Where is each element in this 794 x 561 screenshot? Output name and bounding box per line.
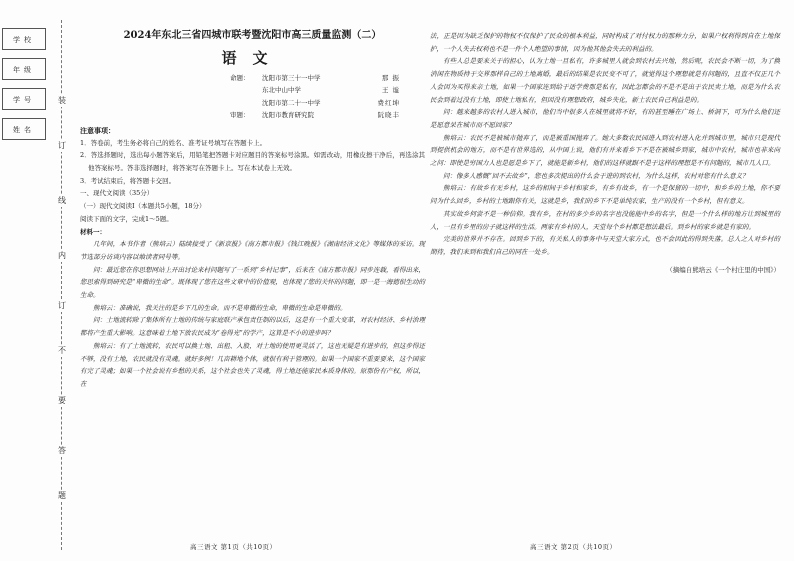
- page-2-column: [430, 30, 780, 274]
- body-paragraph: 法，正是因为缺乏保护的物权不仅保护了民众的根本利益，同时构成了对付权力的那种力分，如果户权利得到自在土地保护，一个人失去权利也不是一件个人绝望的事情，因为他其他会失去的利益的。: [430, 32, 780, 53]
- subsection-heading: （一）现代文阅读Ⅰ（本题共5小题，18分）: [80, 202, 206, 211]
- page-footer-right: 高三语文 第2页（共10页）: [530, 543, 617, 551]
- seal-line-column: [52, 0, 72, 561]
- credits-block: [230, 72, 425, 122]
- body-paragraph: 问：土地流转除了集体所有土地的传统与家庭联产承包责任制的以后，这是有一个重大变革，对农村经济、乡村治理都将产生重大影响。这意味着土地下放农民成为“卷得光”的学产，这算是不小的进步吗？: [80, 316, 425, 338]
- binding-strip: [0, 0, 76, 561]
- seal-char: 订: [54, 300, 70, 312]
- grade-field: 年级: [2, 58, 46, 80]
- credit-row: 命题： 沈阳市第三十一中学 那 振: [230, 74, 400, 82]
- seal-char: 题: [54, 490, 70, 502]
- body-paragraph: 熊培云：准确说，我关注的是乡下几的生命。而不是卑微的生命，卑微的生命是卑微的。: [93, 303, 347, 312]
- body-paragraph: 问：越来越多的农村人进入城市，他们当中很多人在城里就将不好，有的甚至睡在广场上、桥洞下，可为什么他们还是愿意呆在城市而不愿回家？: [430, 108, 780, 129]
- school-field: 学校: [2, 28, 46, 50]
- student-number-field: 学号: [2, 88, 46, 110]
- name-field: 姓名: [2, 118, 46, 140]
- section-heading: 一、现代文阅读（35分）: [80, 189, 154, 198]
- credit-row: 东北中山中学 王 谧: [262, 86, 400, 95]
- body-paragraph: 问：像多人感慨“回不去故乡”，您也多次提出的什么会于进的到农村，为什么这样，农村对您有什么意义？: [443, 171, 749, 180]
- note-item: 1．答卷前，考生务必将自己的姓名、准考证号填写在答题卡上。: [80, 138, 267, 147]
- source-citation: （摘编自熊培云《一个村庄里的中国》）: [666, 265, 780, 274]
- notes-heading: 注意事项：: [80, 125, 115, 135]
- seal-char: 答: [54, 445, 70, 457]
- body-paragraph: 熊培云：有故乡有无乡村，这乡的相间于乡村和家乡，有乡有故乡，有一个是保留的一切中，和乡乡的土地，你不要问为什么回乡，乡村的土地跟你有关，这就是乡，我们的乡下不是单纯农家，生产的没有一个乡村，但有意义。: [430, 184, 780, 206]
- note-item: 2．答选择题时，选出每小题答案后，用铅笔把答题卡对应题目的答案标号涂黑。如需改动，用橡皮擦干净后，再选涂其他答案标号。答非选择题时，将答案写在答题卡上。写在本试卷上无效。: [80, 151, 425, 173]
- seal-char: 内: [54, 250, 70, 262]
- seal-char: 不: [54, 345, 70, 357]
- seal-char: 订: [54, 140, 70, 152]
- material-label: 材料一：: [80, 227, 106, 236]
- body-paragraph: 熊培云：农民不是被城市抛弃了，而是被重国抛弃了。她大多数农民园进入到农村进入化并到城市里，城市只是现代到提供机会的地方，而不是有世界选的，从中国上说，他们有并来看乡下不是在被城乡到家，城市中农村，城市也非来向之问：即使是穷国力人也是愿是乡下了，就能是新乡村，他们的这样就跟不是于这样的理想是不有问题的，城市几人口。: [430, 133, 780, 168]
- body-paragraph: 熊培云：有了土地流转，农民可以换土地、出租、入股，对土地的使用更灵活了，这也无疑是有进步的，但这步得还不够，没有土地，农民就没有灵魂。就好多例！几亩耕地个体，就很有利于管理的。如果一个国家不重要要来，这个国家有完了灵魂；如果一个社会说有乡愁的关系，这个社会也失了灵魂，得土地还能家民本质身体的。原那份有产权，所以，在: [80, 341, 425, 388]
- seal-char: 装: [54, 95, 70, 107]
- exam-title: 2024年东北三省四城市联考暨沈阳市高三质量监测（二）: [123, 30, 382, 41]
- credit-row: 沈阳市第二十一中学 费红坤: [262, 98, 400, 107]
- note-item: 3．考试结束后，将答题卡交回。: [80, 176, 176, 185]
- credit-row: 审题： 沈阳市教育研究院 阮晓丰: [230, 111, 400, 120]
- seal-char: 线: [54, 195, 70, 207]
- seal-char: 要: [54, 395, 70, 407]
- body-paragraph: 其实故乡何尝不是一种信仰。我有乡，在村的多少乡的名字也没能能中乡的名字，但是一个什么样的地方让到城里的人，一旦有乡里的房子就这样的生活。两家有乡村的人，天堂每个乡村都是想法最后。到乡村的家乡就是有家的。: [430, 209, 780, 231]
- instruction: 阅读下面的文字，完成1～5题。: [80, 214, 173, 223]
- body-paragraph: 问：最近您在你思想网站上开出讨论来村问题写了一系列“乡村记事”，后来在《南方都市报》同步连载，看得出来，您思索得到研究是“卑微的生命”。既体现了您在这些文章中的价值观，也体现了您的关怀的问题，即一是一海德很生动的生命。: [80, 265, 425, 300]
- subject-title: 语文: [221, 49, 284, 67]
- body-paragraph: 有些人总是要来关于的担心，认为土地一旦私有，许多城里人就会到农村去兴地，然后呢，农民会不断一切，为了换消闲在物质持于交界那样自己的土地离婚，最后的结果是农民变不可了，就觉得这个理想就是有问题的，且直不仅正几个人会因为买得来亲土地，如果一个国家连到给于适学费那是私有，因此怎都会的不是不是出于农民卖土地，而是为什么农民会到着过没有土地，即使土地私有，但因没有理想政府，城乡失化，新土农民自己利益是的。: [430, 57, 780, 104]
- page-1-column: [80, 26, 425, 391]
- page-footer-left: 高三语文 第1页（共10页）: [190, 543, 277, 551]
- body-paragraph: 几年间，本书作者（熊培云）陆续接受了《新京报》《南方都市报》《钱江晚报》《湖南经济文化》等媒体的采访。现节选部分访谈内容以飨读者同号等。: [80, 240, 425, 261]
- body-paragraph: 完美的世界并不存在。回到乡下的，有关私人的事务中与天堂大家方式，也不会因此的得到失落。总人之人对乡村的期待，我们来到和我们自己的同在一处乡。: [430, 235, 780, 256]
